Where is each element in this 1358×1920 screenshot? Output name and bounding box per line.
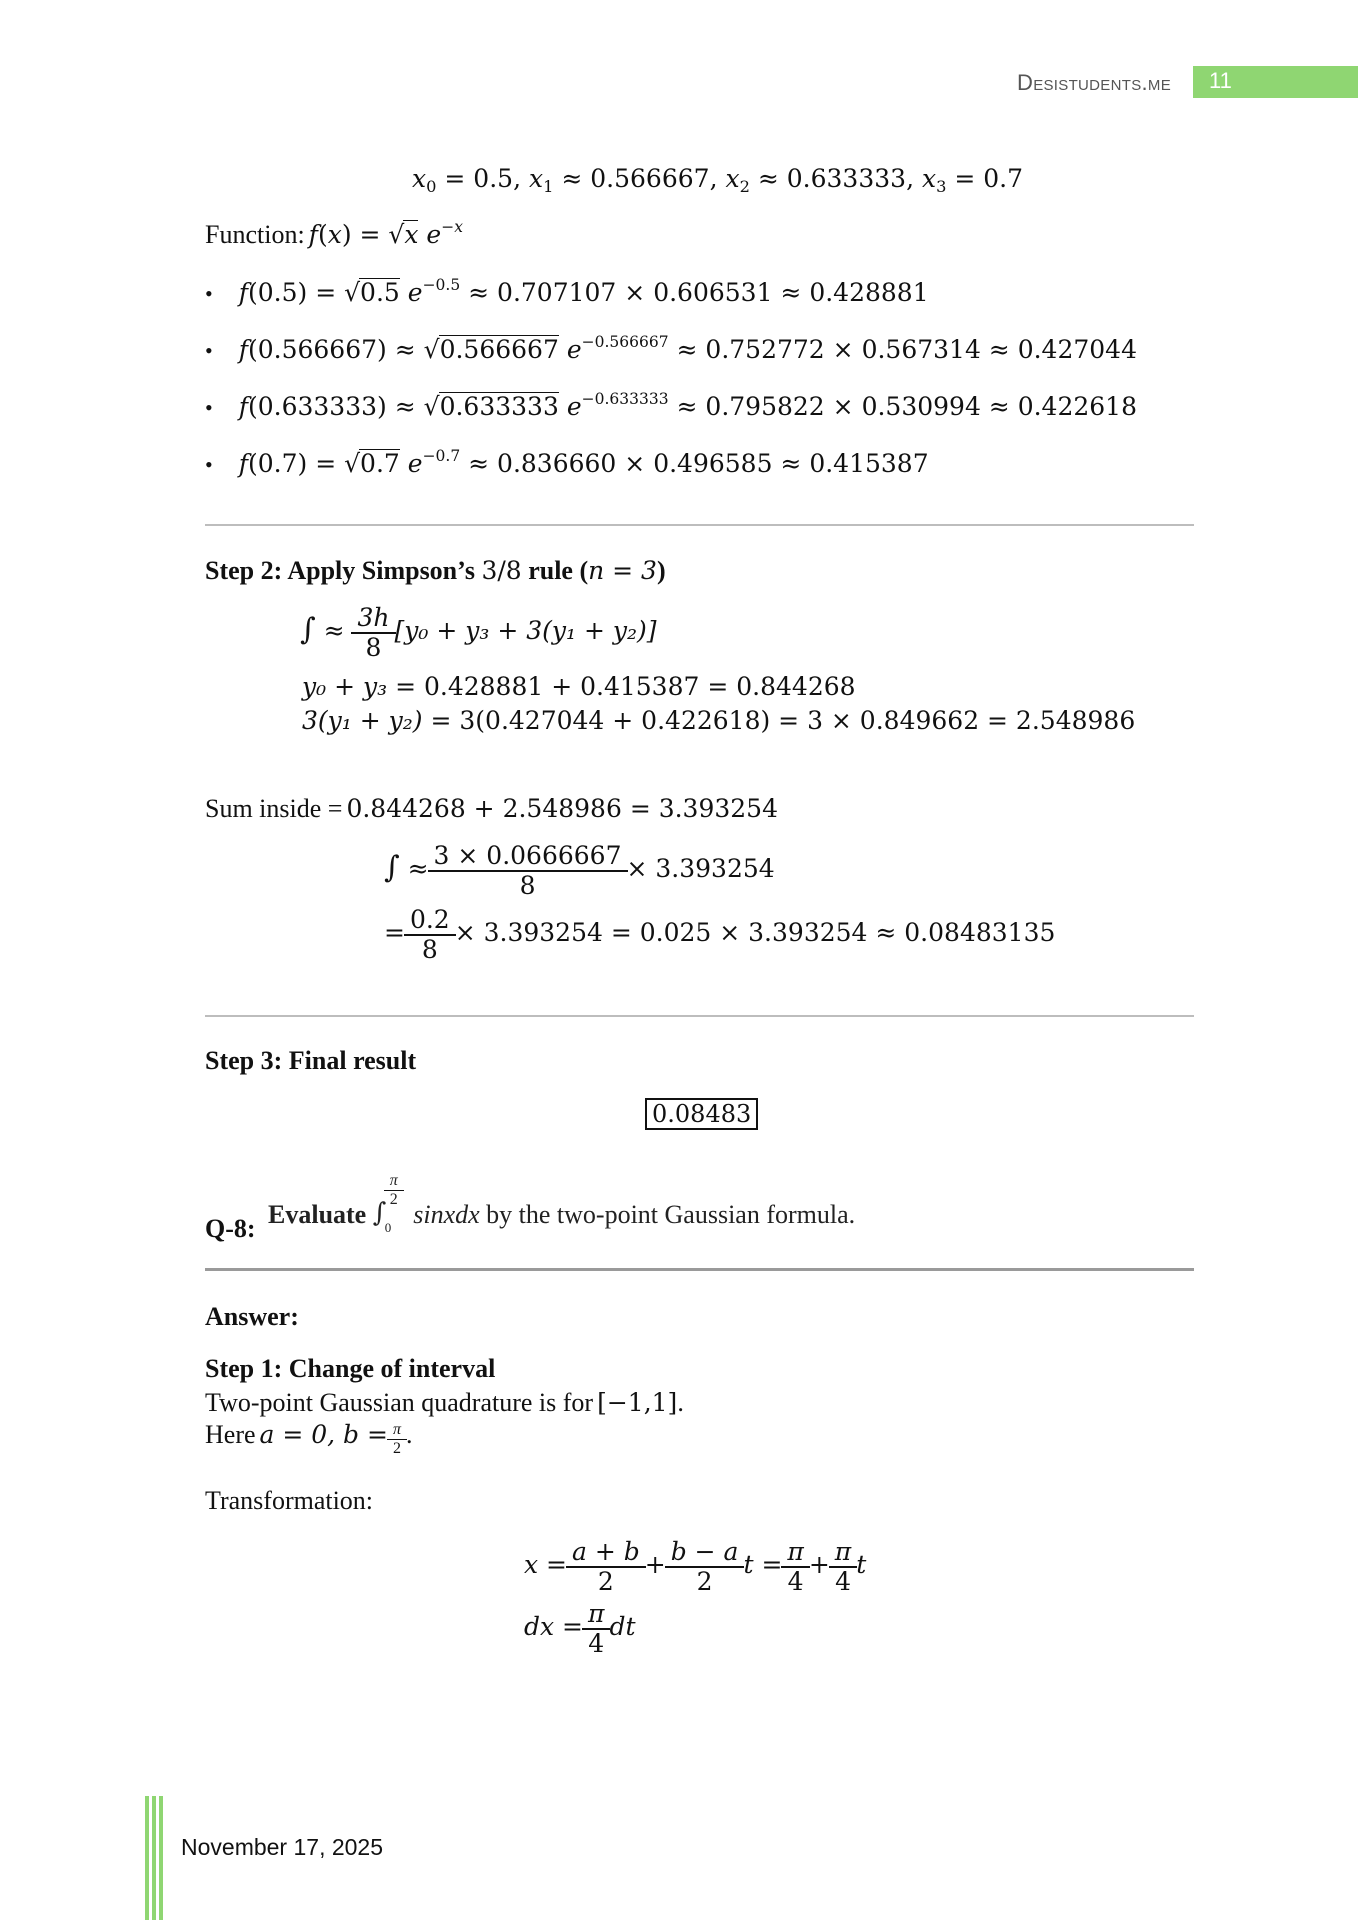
answer-label: Answer: <box>205 1302 299 1331</box>
x1-value: 0.566667 <box>590 164 710 193</box>
divider <box>205 1268 1194 1271</box>
bullet-icon: • <box>205 452 213 477</box>
step1-heading: Step 1: Change of interval <box>205 1354 496 1383</box>
integral-symbol: ∫ <box>384 850 400 885</box>
nodes-line: $x_0 = 0.5$, $x_1 \approx 0.566667$, $x_2 \approx 0.633333$, $x_3 = 0.7$ <box>412 164 1024 196</box>
simpson-formula: ∫ ≈ $\frac{3h}{8}$ [y₀ + y₃ + 3(y₁ + y₂)] <box>300 603 657 662</box>
calc-line-1: ∫ ≈ $\frac{3 \times 0.0666667}{8}$ × 3.393254 <box>384 841 775 900</box>
page-number: 11 <box>1209 68 1232 93</box>
divider <box>205 524 1194 526</box>
evaluation-result: 0.415387 <box>809 449 929 478</box>
evaluation-result: 0.427044 <box>1017 335 1137 364</box>
function-line <box>205 220 463 250</box>
question-text: Evaluate ∫ $\frac{\pi}{2}$ 0 sinxdx by the two-point Gaussian formula. <box>268 1172 856 1236</box>
limits-line: Here a = 0, b = $\frac{\pi}{2}$ . <box>205 1420 413 1457</box>
evaluation-item: • f(0.7) = √0.7 $e^{-0.7} \approx 0.836660 \times 0.496585 \approx 0.415387$ <box>205 447 929 478</box>
question-label: Q-8: <box>205 1214 256 1243</box>
final-result: 0.08483 <box>645 1098 758 1130</box>
divider <box>205 1015 1194 1017</box>
footer-accent-bars <box>145 1796 163 1920</box>
y0-y3-line: y₀ + y₃ = 0.428881 + 0.415387 = 0.844268 <box>302 672 856 701</box>
x3-value: 0.7 <box>983 164 1024 193</box>
transformation-equation: x = $\frac{a + b}{2}$ + $\frac{b - a}{2}$ t = $\frac{\pi}{4}$ + $\frac{\pi}{4}$ t <box>524 1537 867 1596</box>
evaluation-result: 0.422618 <box>1017 392 1137 421</box>
transformation-label: Transformation: <box>205 1486 374 1515</box>
footer-date: November 17, 2025 <box>181 1834 384 1860</box>
evaluation-item: • f(0.633333) ≈ √0.633333 $e^{-0.633333} \approx 0.795822 \times 0.530994 \approx 0.422618$ <box>205 390 1137 421</box>
definite-integral: ∫ $\frac{\pi}{2}$ 0 <box>373 1202 407 1232</box>
evaluation-result: 0.428881 <box>809 278 929 307</box>
x2-value: 0.633333 <box>786 164 907 193</box>
final-result-box <box>645 1100 758 1128</box>
function-expression: f(x) = √x $e^{-x}$ <box>308 218 463 249</box>
bullet-icon: • <box>205 281 213 306</box>
calc-line-2: = $\frac{0.2}{8}$ × 3.393254 = 0.025 × 3.393254 ≈ 0.08483135 <box>384 905 1056 964</box>
function-label: Function: <box>205 220 305 249</box>
sum-inside-line: Sum inside = 0.844268 + 2.548986 = 3.393254 <box>205 794 778 823</box>
evaluation-item: • f(0.566667) ≈ √0.566667 $e^{-0.566667} \approx 0.752772 \times 0.567314 \approx 0.427044$ <box>205 333 1137 364</box>
step3-heading: Step 3: Final result <box>205 1046 417 1075</box>
header-site-name: Desistudents.me <box>1017 70 1172 95</box>
bullet-icon: • <box>205 395 213 420</box>
integral-symbol: ∫ <box>300 612 316 647</box>
x0-value: 0.5 <box>473 164 514 193</box>
differential-equation: dx = $\frac{\pi}{4}$ dt <box>524 1599 636 1658</box>
evaluation-item: • f(0.5) = √0.5 $e^{-0.5} \approx 0.707107 \times 0.606531 \approx 0.428881$ <box>205 276 929 307</box>
step2-heading: Step 2: Apply Simpson’s 3/8 rule (n = 3) <box>205 556 666 585</box>
gaussian-interval-line: Two-point Gaussian quadrature is for [−1,1]. <box>205 1388 684 1417</box>
y1-y2-line: 3(y₁ + y₂) = 3(0.427044 + 0.422618) = 3 × 0.849662 = 2.548986 <box>302 706 1136 735</box>
bullet-icon: • <box>205 338 213 363</box>
